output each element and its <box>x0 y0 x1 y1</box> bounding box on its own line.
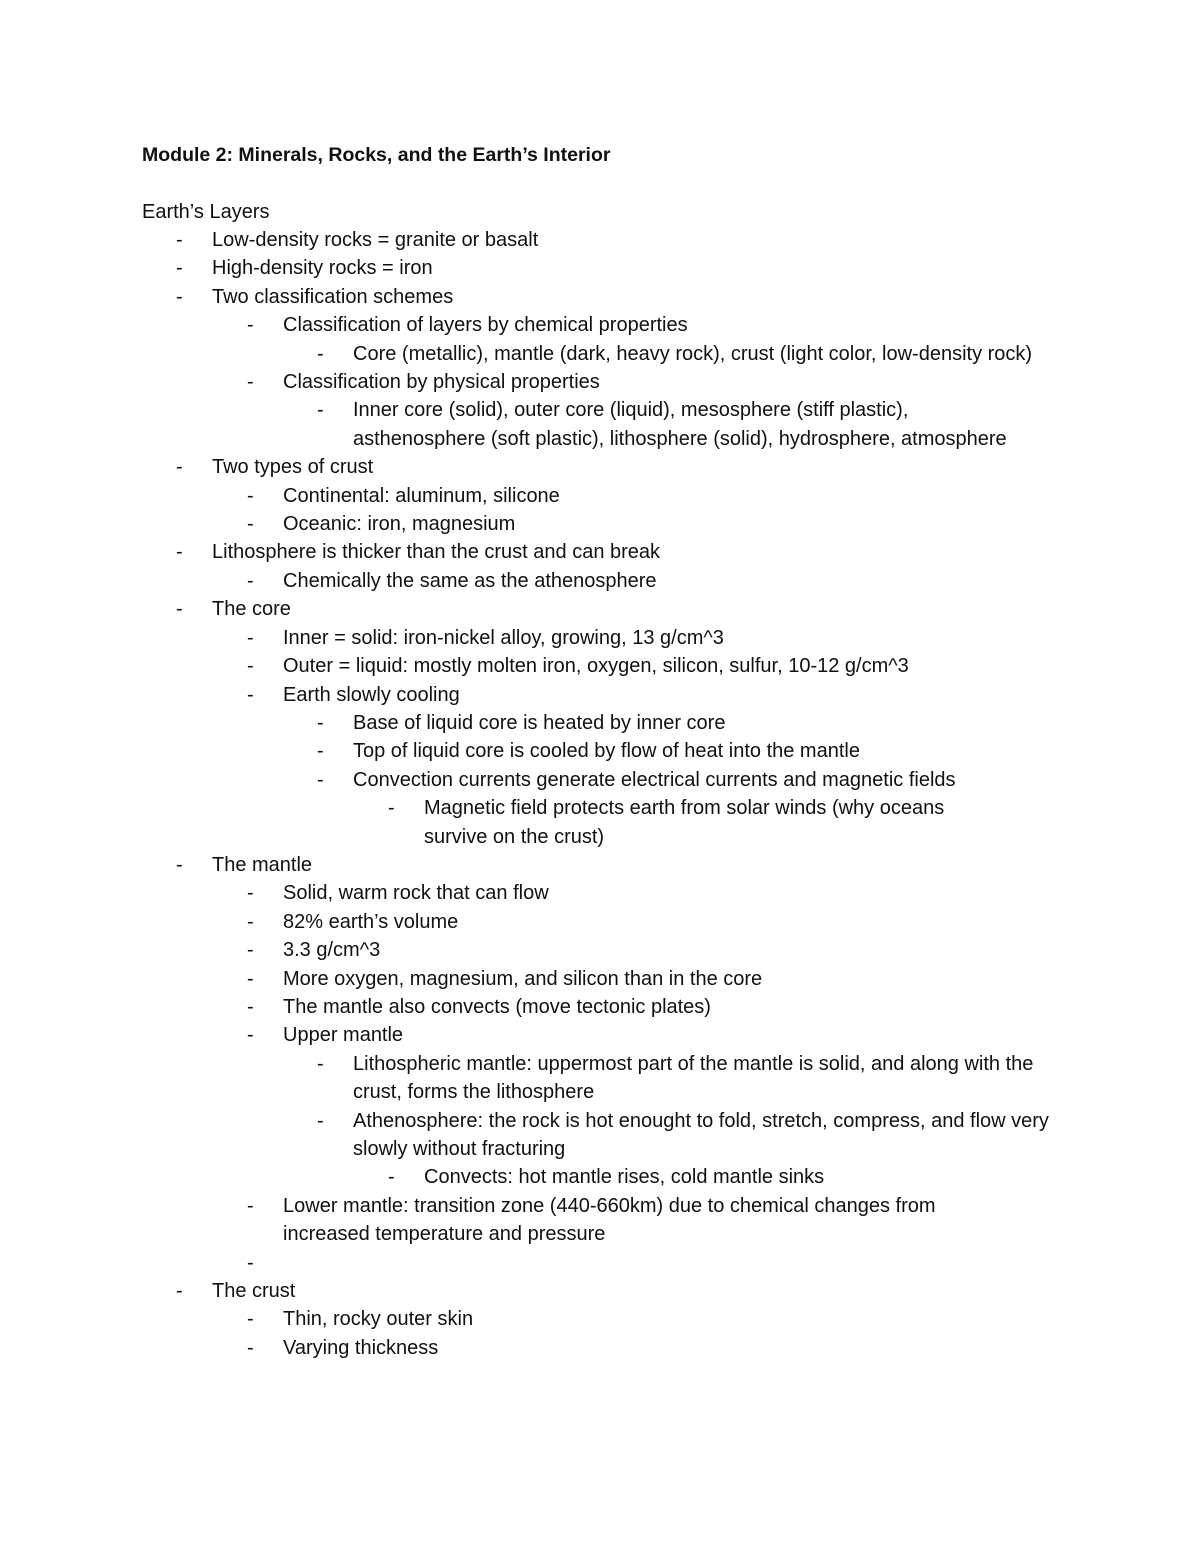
bullet-marker: - <box>388 797 395 820</box>
list-item <box>247 1021 1063 1049</box>
bullet-marker: - <box>247 1251 254 1274</box>
list-item <box>247 567 1063 595</box>
list-item <box>176 254 1062 282</box>
bullet-marker: - <box>176 456 183 479</box>
bullet-marker: - <box>317 711 324 734</box>
list-item-text: Low-density rocks = granite or basalt <box>212 229 539 251</box>
list-item <box>247 965 1063 993</box>
list-item <box>176 851 1062 879</box>
list-item-text: The crust <box>212 1280 296 1303</box>
bullet-marker: - <box>388 1166 395 1189</box>
bullet-marker: - <box>247 1308 254 1331</box>
list-item <box>247 908 1063 936</box>
list-item-text: Magnetic field protects earth from solar winds (why oceans survive on the crust) <box>424 797 945 848</box>
bullet-marker: - <box>317 740 324 763</box>
list-item-text: Lower mantle: transition zone (440-660km) due to chemical changes from increased temperature and pressure <box>283 1194 936 1246</box>
list-item-text: Athenosphere: the rock is hot enought to fold, stretch, compress, and flow very slowly without fracturing <box>353 1109 1049 1160</box>
list-item <box>317 709 1065 737</box>
list-item <box>317 340 1073 368</box>
bullet-marker: - <box>176 257 183 280</box>
list-item-text: Varying thickness <box>283 1336 439 1359</box>
list-item <box>176 453 1062 481</box>
bullet-marker: - <box>247 995 254 1018</box>
list-item-text: Outer = liquid: mostly molten iron, oxygen, silicon, sulfur, 10-12 g/cm^3 <box>283 655 909 678</box>
list-item <box>317 396 1043 453</box>
list-item-text: 3.3 g/cm^3 <box>283 939 381 962</box>
bullet-marker: - <box>247 683 254 706</box>
list-item-text: Two types of crust <box>212 456 374 479</box>
list-item-text: Continental: aluminum, silicone <box>283 484 560 507</box>
list-item-text: Base of liquid core is heated by inner core <box>353 711 726 734</box>
list-item-text: The mantle <box>212 853 313 876</box>
bullet-marker: - <box>317 1109 324 1132</box>
list-item-text: More oxygen, magnesium, and silicon than in the core <box>283 967 763 990</box>
list-item <box>317 737 1065 765</box>
list-item-text: The mantle also convects (move tectonic plates) <box>283 995 711 1018</box>
list-item-text: Core (metallic), mantle (dark, heavy rock), crust (light color, low-density rock) <box>353 342 1033 365</box>
list-item-text: Classification by physical properties <box>283 371 600 394</box>
list-item-text: Two classification schemes <box>212 285 454 308</box>
list-item <box>247 624 1063 652</box>
list-item-text: Chemically the same as the athenosphere <box>283 569 657 592</box>
bullet-marker: - <box>317 768 324 791</box>
list-item-text: Classification of layers by chemical properties <box>283 314 688 337</box>
list-item <box>247 879 1063 907</box>
bullet-marker: - <box>176 598 183 621</box>
list-item-text: The core <box>212 598 291 621</box>
bullet-marker: - <box>176 541 183 564</box>
list-item <box>317 1050 1073 1107</box>
bullet-marker: - <box>317 342 324 365</box>
list-item <box>247 936 1063 964</box>
section-heading: Earth’s Layers <box>142 201 270 223</box>
bullet-marker: - <box>247 513 254 536</box>
list-item <box>247 482 1063 510</box>
list-item <box>247 652 1063 680</box>
list-item <box>247 1305 1063 1333</box>
list-item-text: Upper mantle <box>283 1024 404 1047</box>
list-item <box>176 595 1062 623</box>
bullet-list <box>0 226 1200 1362</box>
bullet-marker: - <box>247 1194 254 1217</box>
list-item-text: 82% earth’s volume <box>283 910 459 933</box>
bullet-marker: - <box>247 569 254 592</box>
bullet-marker: - <box>176 229 183 251</box>
list-item <box>176 1277 1062 1305</box>
list-item <box>247 681 1063 709</box>
list-item-text: High-density rocks = iron <box>212 257 433 280</box>
list-item <box>247 1249 1063 1277</box>
list-item-text: Earth slowly cooling <box>283 683 460 706</box>
list-item <box>176 283 1062 311</box>
list-item <box>388 794 1004 851</box>
list-item <box>247 993 1063 1021</box>
list-item-text: Inner core (solid), outer core (liquid), mesosphere (stiff plastic), asthenosphere (soft plastic), lithosphere (solid), hydrosphere, atmosphere <box>353 399 1007 450</box>
list-item-text: Convection currents generate electrical currents and magnetic fields <box>353 768 956 791</box>
bullet-marker: - <box>317 399 324 422</box>
list-item <box>176 226 1062 254</box>
bullet-marker: - <box>247 967 254 990</box>
bullet-marker: - <box>176 1280 183 1303</box>
list-item <box>247 368 1063 396</box>
list-item <box>247 510 1063 538</box>
bullet-marker: - <box>247 371 254 394</box>
bullet-marker: - <box>247 939 254 962</box>
bullet-marker: - <box>247 655 254 678</box>
list-item <box>247 1334 1063 1362</box>
bullet-marker: - <box>247 1024 254 1047</box>
list-item <box>317 766 1065 794</box>
list-item <box>388 1163 1024 1191</box>
list-item-text: Lithospheric mantle: uppermost part of the mantle is solid, and along with the crust, forms the lithosphere <box>353 1052 1034 1104</box>
bullet-marker: - <box>176 853 183 876</box>
list-item <box>317 1107 1073 1164</box>
list-item-text: Lithosphere is thicker than the crust and can break <box>212 541 661 564</box>
bullet-marker: - <box>317 1052 324 1075</box>
bullet-marker: - <box>176 285 183 308</box>
list-item-text: Inner = solid: iron-nickel alloy, growing, 13 g/cm^3 <box>283 626 724 649</box>
list-item-text: Convects: hot mantle rises, cold mantle sinks <box>424 1166 825 1189</box>
bullet-marker: - <box>247 626 254 649</box>
bullet-marker: - <box>247 484 254 507</box>
list-item-text: Solid, warm rock that can flow <box>283 882 549 905</box>
document-title: Module 2: Minerals, Rocks, and the Earth’s Interior <box>142 144 611 166</box>
list-item-text: Top of liquid core is cooled by flow of heat into the mantle <box>353 740 860 763</box>
bullet-marker: - <box>247 910 254 933</box>
list-item <box>176 538 1062 566</box>
bullet-marker: - <box>247 314 254 337</box>
list-item-text: Oceanic: iron, magnesium <box>283 513 516 536</box>
list-item-text: Thin, rocky outer skin <box>283 1308 474 1331</box>
bullet-marker: - <box>247 1336 254 1359</box>
list-item <box>247 311 1063 339</box>
bullet-marker: - <box>247 882 254 905</box>
list-item <box>247 1192 1003 1249</box>
